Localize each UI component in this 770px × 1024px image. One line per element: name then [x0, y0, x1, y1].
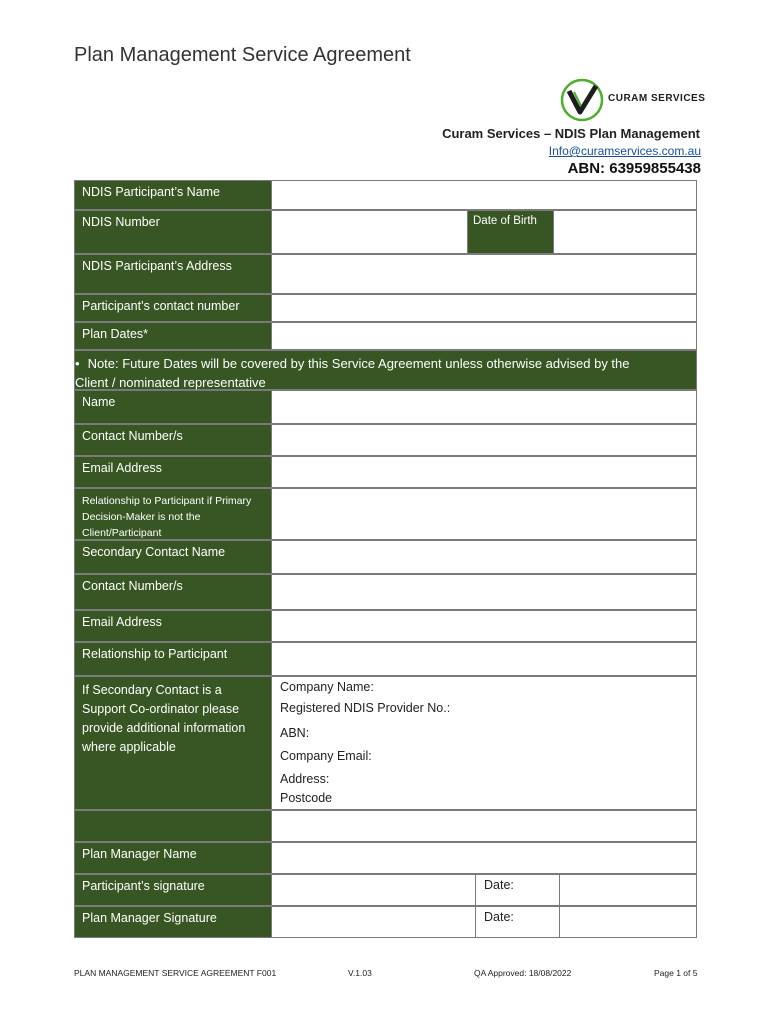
coordinator-abn-label: ABN:	[280, 726, 310, 740]
plan-dates-row	[74, 322, 697, 350]
contact-row	[74, 294, 697, 322]
dob-label: Date of Birth	[467, 210, 554, 254]
postcode-label: Postcode	[280, 791, 333, 805]
email-link[interactable]: Info@curamservices.com.au	[548, 144, 701, 158]
primary-email-field[interactable]	[272, 456, 697, 488]
plan-dates-field[interactable]	[272, 322, 697, 350]
secondary-contact-field[interactable]	[272, 574, 697, 610]
empty-row	[74, 810, 697, 842]
abn-text: ABN: 63959855438	[567, 160, 701, 177]
manager-name-row	[74, 842, 697, 874]
plan-dates-label: Plan Dates*	[74, 322, 272, 350]
provider-no-label: Registered NDIS Provider No.:	[280, 701, 451, 715]
logo-text: CURAM SERVICES	[608, 93, 706, 104]
participant-name-row	[74, 180, 697, 210]
primary-contact-label: Contact Number/s	[74, 424, 272, 456]
secondary-email-row	[74, 610, 697, 642]
ndis-number-row	[74, 210, 697, 254]
primary-name-field[interactable]	[272, 390, 697, 424]
secondary-contact-row	[74, 574, 697, 610]
page-title: Plan Management Service Agreement	[74, 44, 411, 66]
company-email-label: Company Email:	[280, 749, 372, 763]
secondary-email-label: Email Address	[74, 610, 272, 642]
primary-email-label: Email Address	[74, 456, 272, 488]
address-field[interactable]	[272, 254, 697, 294]
primary-relationship-field[interactable]	[272, 488, 697, 540]
manager-signature-label: Plan Manager Signature	[74, 906, 272, 938]
manager-date-label: Date:	[475, 906, 560, 938]
participant-name-label: NDIS Participant’s Name	[74, 180, 272, 210]
coordinator-row	[74, 676, 697, 810]
footer-approved: QA Approved: 18/08/2022	[474, 968, 572, 978]
address-label: NDIS Participant’s Address	[74, 254, 272, 294]
company-name-label: Company Name:	[280, 680, 374, 694]
note-bullet: •	[75, 356, 80, 371]
footer-page: Page 1 of 5	[654, 968, 698, 978]
plan-dates-note	[74, 350, 697, 390]
contact-label: Participant’s contact number	[74, 294, 272, 322]
secondary-name-row	[74, 540, 697, 574]
secondary-name-label: Secondary Contact Name	[74, 540, 272, 574]
participant-name-field[interactable]	[272, 180, 697, 210]
address-row	[74, 254, 697, 294]
empty-field[interactable]	[272, 810, 697, 842]
primary-name-row	[74, 390, 697, 424]
secondary-relationship-row	[74, 642, 697, 676]
footer-version: V.1.03	[348, 968, 372, 978]
ndis-number-label: NDIS Number	[74, 210, 272, 254]
contact-field[interactable]	[272, 294, 697, 322]
primary-email-row	[74, 456, 697, 488]
coordinator-address-label: Address:	[280, 772, 330, 786]
secondary-email-field[interactable]	[272, 610, 697, 642]
manager-signature-row	[74, 906, 697, 938]
secondary-relationship-field[interactable]	[272, 642, 697, 676]
footer-doc: PLAN MANAGEMENT SERVICE AGREEMENT F001	[74, 968, 277, 978]
participant-signature-row	[74, 874, 697, 906]
note-text: Note: Future Dates will be covered by this Service Agreement unless otherwise advised by the	[87, 356, 630, 371]
manager-name-field[interactable]	[272, 842, 697, 874]
participant-date-label: Date:	[475, 874, 560, 906]
note-text-2: Client / nominated representative	[75, 375, 266, 390]
participant-signature-label: Participant’s signature	[74, 874, 272, 906]
primary-relationship-row	[74, 488, 697, 540]
manager-name-label: Plan Manager Name	[74, 842, 272, 874]
secondary-name-field[interactable]	[272, 540, 697, 574]
coordinator-field[interactable]	[272, 676, 697, 810]
coordinator-label: If Secondary Contact is a Support Co-ordinator please provide additional information where applicable	[74, 676, 272, 810]
secondary-contact-label: Contact Number/s	[74, 574, 272, 610]
secondary-relationship-label: Relationship to Participant	[74, 642, 272, 676]
company-line: Curam Services – NDIS Plan Management	[442, 126, 700, 141]
primary-relationship-label: Relationship to Participant if Primary Decision-Maker is not the Client/Participant	[74, 488, 272, 540]
empty-label	[74, 810, 272, 842]
primary-name-label: Name	[74, 390, 272, 424]
primary-contact-row	[74, 424, 697, 456]
primary-contact-field[interactable]	[272, 424, 697, 456]
